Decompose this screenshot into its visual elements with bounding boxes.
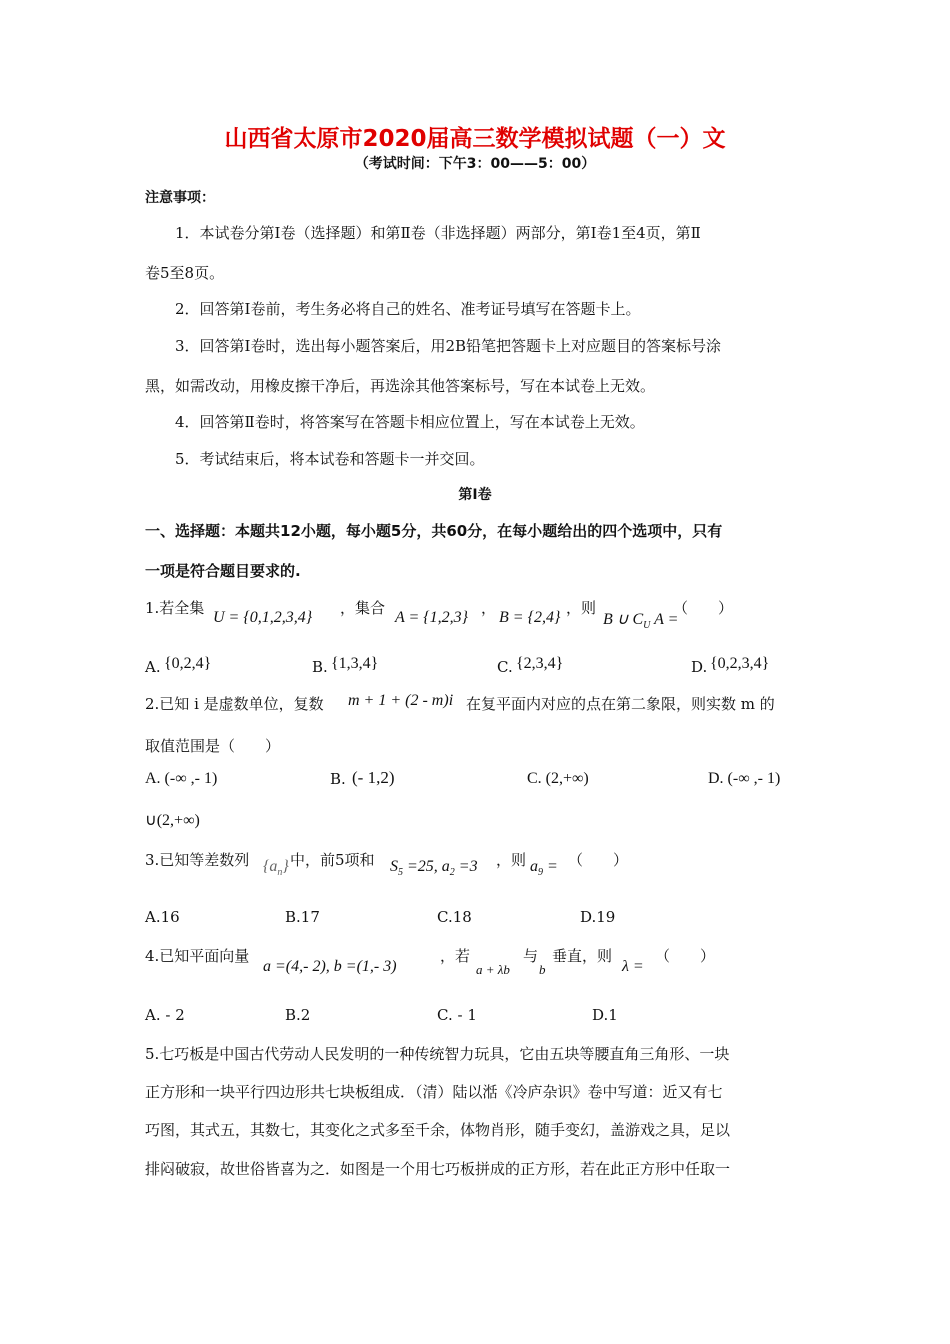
note-3-line-1: 3．回答第Ⅰ卷时，选出每小题答案后，用2B铅笔把答题卡上对应题目的答案标号涂 (175, 337, 722, 355)
q2-option-d-cont: ∪(2,+∞) (145, 812, 200, 829)
q4-text-2: ，若 (440, 947, 471, 965)
q3-target: $a_9$ = (530, 858, 558, 879)
q4-text-3: 与 (523, 947, 539, 965)
q4-text-1: 4.已知平面向量 (145, 947, 250, 965)
q4-lambda: λ = (622, 958, 644, 975)
q1-option-a-label: A. (145, 658, 161, 676)
q4-vectors: a =(4,- 2), b =(1,- 3) (263, 958, 397, 975)
q3-text-1: 3.已知等差数列 (145, 851, 250, 869)
q2-complex-number: m + 1 + (2 - m)i (348, 692, 454, 709)
q1-set-b: B = {2,4} (499, 609, 561, 626)
q4-option-c: C. - 1 (437, 1006, 477, 1024)
q4-option-d: D.1 (592, 1006, 618, 1024)
q1-text-1: 1.若全集 (145, 599, 205, 617)
q3-paren: （ ） (568, 851, 629, 869)
q3-option-d: D.19 (580, 908, 616, 926)
section-title: 第Ⅰ卷 (458, 487, 492, 503)
q1-option-a: {0,2,4} (164, 655, 212, 672)
q4-option-a: A. - 2 (145, 1006, 185, 1024)
q2-text-3: 取值范围是（ ） (145, 737, 281, 755)
q3-option-a: A.16 (145, 908, 180, 926)
q4-text-4: 垂直，则 (552, 947, 613, 965)
q2-text-2: 在复平面内对应的点在第二象限，则实数 m 的 (466, 695, 775, 713)
q5-line-4: 排闷破寂，故世俗皆喜为之．如图是一个用七巧板拼成的正方形，若在此正方形中任取一 (145, 1160, 731, 1178)
note-5: 5．考试结束后，将本试卷和答题卡一并交回。 (175, 450, 485, 468)
q1-text-2: ，集合 (340, 599, 386, 617)
q2-option-b-label: B. (330, 770, 346, 788)
q1-text-3: ， (481, 599, 497, 617)
q1-option-b-label: B. (312, 658, 328, 676)
note-1-line-1: 1．本试卷分第Ⅰ卷（选择题）和第Ⅱ卷（非选择题）两部分，第Ⅰ卷1至4页，第Ⅱ (175, 224, 701, 242)
q5-line-1: 5.七巧板是中国古代劳动人民发明的一种传统智力玩具，它由五块等腰直角三角形、一块 (145, 1045, 730, 1063)
q3-text-2: 中，前5项和 (290, 851, 375, 869)
q4-paren: （ ） (655, 947, 716, 965)
q4-expression: a + λb (476, 962, 510, 977)
q1-option-d-label: D. (691, 658, 708, 676)
q2-option-c: C. (2,+∞) (527, 770, 589, 787)
q5-line-3: 巧图，其式五，其数七，其变化之式多至千余，体物肖形，随手变幻，盖游戏之具，足以 (145, 1121, 731, 1139)
q1-option-c-label: C. (497, 658, 513, 676)
q3-option-b: B.17 (285, 908, 320, 926)
q1-option-b: {1,3,4} (331, 655, 379, 672)
note-2: 2．回答第Ⅰ卷前，考生务必将自己的姓名、准考证号填写在答题卡上。 (175, 300, 641, 318)
note-4: 4．回答第Ⅱ卷时，将答案写在答题卡相应位置上，写在本试卷上无效。 (175, 413, 645, 431)
note-1-line-2: 卷5至8页。 (145, 264, 225, 282)
q2-option-b: (- 1,2) (352, 768, 395, 787)
q1-text-4: ，则 (566, 599, 597, 617)
q1-option-c: {2,3,4} (516, 655, 564, 672)
q2-option-a: A. (-∞ ,- 1) (145, 770, 218, 787)
q1-option-d: {0,2,3,4} (710, 655, 770, 672)
q4-vector-b: b (539, 962, 546, 977)
exam-time: （考试时间：下午3：00——5：00） (354, 156, 596, 172)
q3-text-3: ，则 (496, 851, 527, 869)
q1-paren: （ ） (673, 599, 734, 617)
q2-text-1: 2.已知 i 是虚数单位，复数 (145, 695, 324, 713)
q1-expression: B ∪ $C_U$ A = (603, 611, 679, 632)
q1-set-a: A = {1,2,3} (395, 609, 469, 626)
q5-line-2: 正方形和一块平行四边形共七块板组成．（清）陆以湉《冷庐杂识》卷中写道：近又有七 (145, 1083, 723, 1101)
q3-option-c: C.18 (437, 908, 472, 926)
q3-condition: $S_5 =25$, $a_2 =3$ (390, 858, 478, 879)
q3-sequence: $\{a_n\}$ (263, 858, 289, 879)
q1-universal-set: U = {0,1,2,3,4} (213, 609, 313, 626)
notes-heading: 注意事项： (145, 190, 215, 206)
q4-option-b: B.2 (285, 1006, 311, 1024)
q2-option-d: D. (-∞ ,- 1) (708, 770, 781, 787)
section-intro-line-1: 一、选择题：本题共12小题，每小题5分，共60分，在每小题给出的四个选项中，只有 (145, 522, 723, 540)
page-title: 山西省太原市2020届高三数学模拟试题（一）文 (224, 126, 726, 152)
section-intro-line-2: 一项是符合题目要求的. (145, 562, 301, 580)
note-3-line-2: 黑，如需改动，用橡皮擦干净后，再选涂其他答案标号，写在本试卷上无效。 (145, 377, 656, 395)
